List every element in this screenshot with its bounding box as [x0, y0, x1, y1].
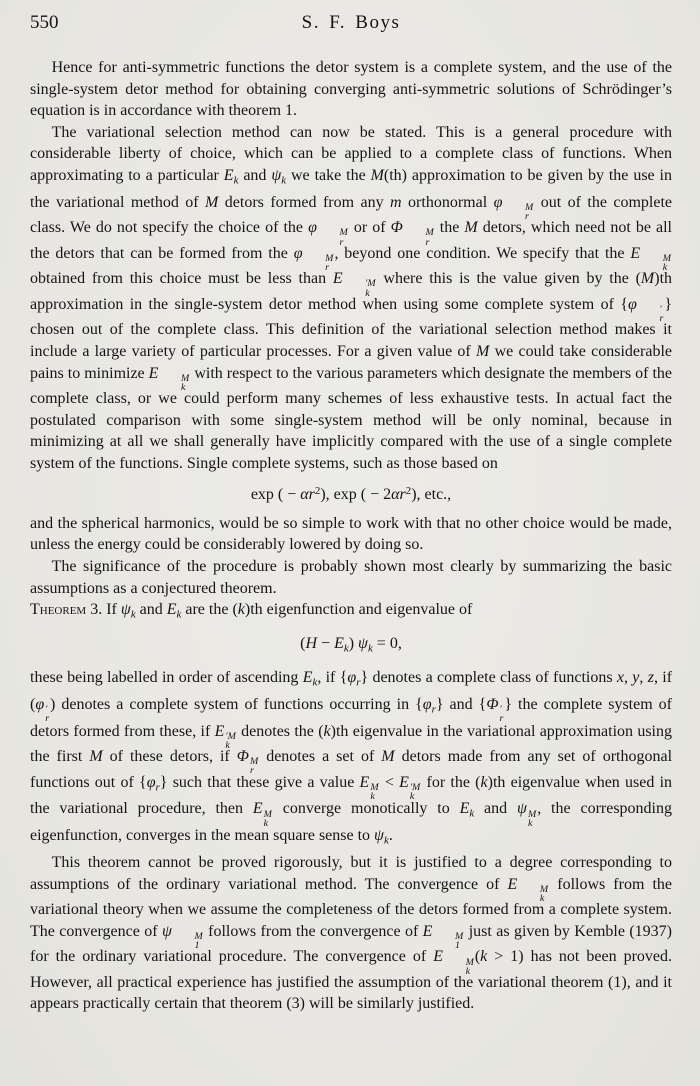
paragraph-2: The variational selection method can now be stated. This is a general procedure with considerable liberty of choice, which can be applied to a complete class of functions. When approximating to a particular $E_k$ and $\psi_k$ we take the M(th) approximation to be given by the use in the variational method of M detors formed from any m orthonormal φ M r out of the complete class. We do not specify the choice of the φ M r or of Φ M r the M detors, which need not be all the detors that can be formed from the φ M r , beyond one condition. We specify that the E M k obtained from this choice must be less than E ′M k where this is the value given by the (M)th approximation in the single-system detor method when using some complete system of {φ ′ r } chosen out of the complete class. This definition of the variational selection method makes it include a large variety of particular processes. For a given value of M we could take considerable pains to minimize E M k with respect to the various parameters which designate the members of the complete class, or we could perform many schemes of less exhaustive tests. In actual fact the postulated comparison with some single-system method will be only nominal, because in minimizing at all we shall generally have implicitly compared with the use of a single complete system of the functions. Single complete systems, such as those based on	[30, 123, 673, 472]
page-number: 550	[30, 12, 59, 33]
paragraph-1: Hence for anti-symmetric functions the detor system is a complete system, and the use of the single-system detor method for obtaining converging anti-symmetric solutions of Schrödinger’s equation is in accordance with theorem 1.	[30, 59, 672, 120]
theorem-3-statement: Theorem 3. If $\psi_k$ and $E_k$ are the (k)th eigenfunction and eigenvalue of	[30, 601, 473, 621]
page-header	[30, 12, 672, 38]
running-head: S. F. Boys	[301, 12, 401, 33]
paragraph-3: and the spherical harmonics, would be so simple to work with that no other choice would be made, unless the energy could be considerably lowered by doing so.	[30, 514, 672, 554]
equation-eigenvalue: $(H - E_k)$ $\psi_k = 0$,	[300, 635, 402, 655]
body-text	[30, 57, 672, 1015]
paragraph-7: This theorem cannot be proved rigorously, but it is justified to a degree corresponding to assumptions of the ordinary variational method. The convergence of E M k follows from the variational theory when we assume the completeness of the detors formed from a complete system. The convergence of ψ M 1 follows from the convergence of E M 1 just as given by Kemble (1937) for the ordinary variational procedure. The convergence of E M k (k > 1) has not been proved. However, all practical experience has justified the assumption of the variational theorem (1), and it appears practically certain that theorem (3) will be similarly justified.	[30, 854, 673, 1013]
paragraph-6: these being labelled in order of ascending $E_k$, if $\{\varphi_r\}$ denotes a complete class of functions x, y, z, if (φ ′ r ) denotes a complete system of functions occurring in $\{\varphi_r\}$ and {Φ ′ r } the complete system of detors formed from these, if E ′M k denotes the (k)th eigenvalue in the variational approximation using the first M of these detors, if Φ M r denotes a set of M detors made from any set of orthogonal functions out of $\{\varphi_r\}$ such that these give a value E M k < E ′M k for the (k)th eigenvalue when used in the variational procedure, then E M k converge monotically to $E_k$ and ψ M k , the corresponding eigenfunction, converges in the mean square sense to $\psi_k$.	[30, 668, 673, 847]
paragraph-4: The significance of the procedure is probably shown most clearly by summarizing the basic assumptions as a conjectured theorem.	[30, 558, 672, 597]
equation-exp-functions: exp ( − $\alpha r^2$), exp ( − $2\alpha r^2$), etc.,	[250, 485, 452, 504]
